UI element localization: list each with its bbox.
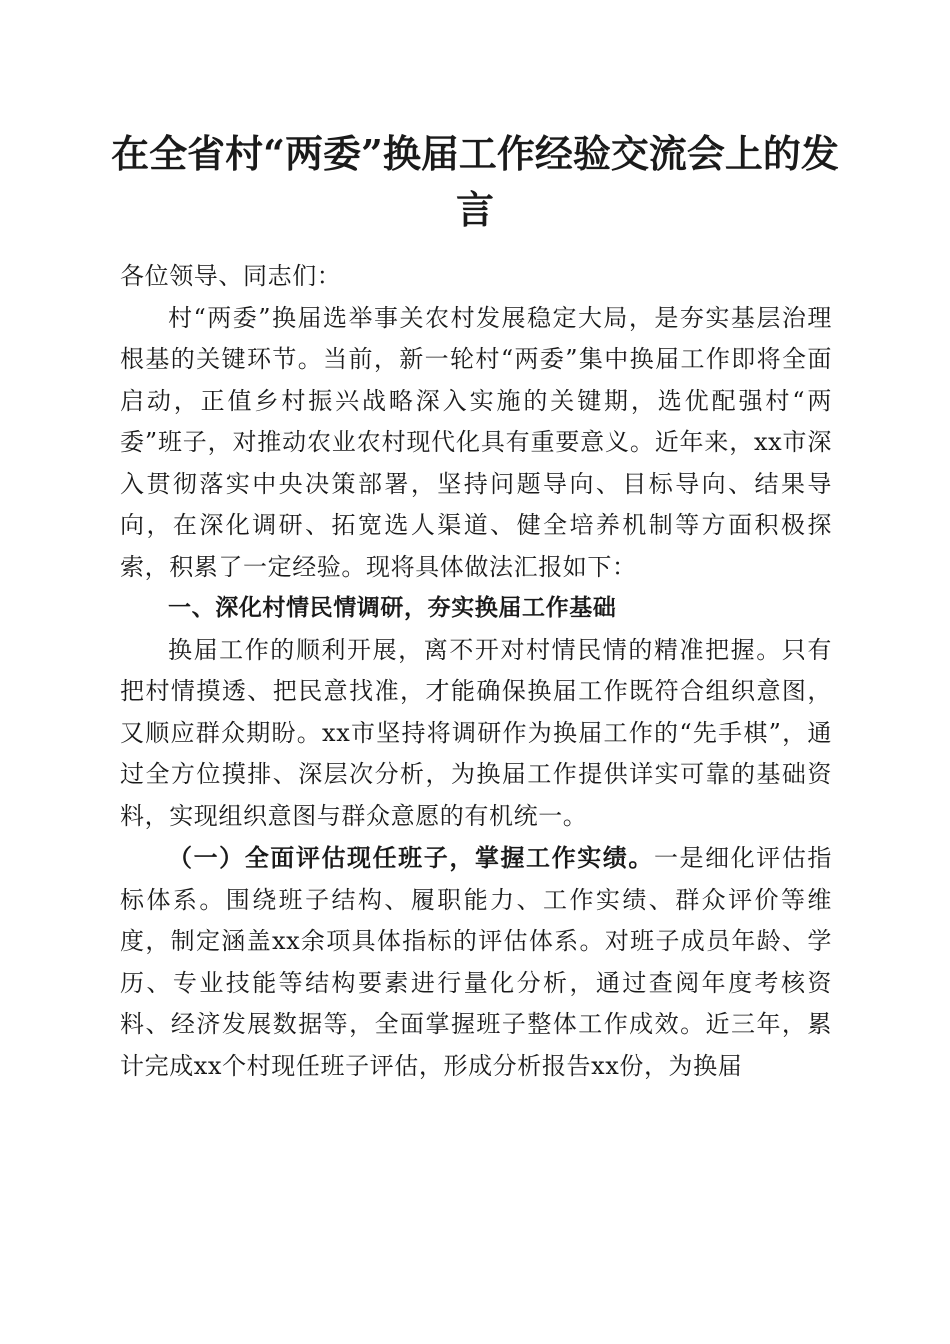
section-1-paragraph: 换届工作的顺利开展，离不开对村情民情的精准把握。只有把村情摸透、把民意找准，才能确保换届工作既符合组织意图，又顺应群众期盼。xx市坚持将调研作为换届工作的“先手棋”，通过全方位摸排、深层次分析，为换届工作提供详实可靠的基础资料，实现组织意图与群众意愿的有机统一。: [120, 635, 832, 830]
document-body: [120, 256, 832, 1087]
document-title: 在全省村“两委”换届工作经验交流会上的发言: [111, 131, 839, 232]
subsection-1-paragraph: [120, 837, 832, 1087]
intro-paragraph: 村“两委”换届选举事关农村发展稳定大局，是夯实基层治理根基的关键环节。当前，新一轮村“两委”集中换届工作即将全面启动，正值乡村振兴战略深入实施的关键期，选优配强村“两委”班子，对推动农业农村现代化具有重要意义。近年来，xx市深入贯彻落实中央决策部署，坚持问题导向、目标导向、结果导向，在深化调研、拓宽选人渠道、健全培养机制等方面积极探索，积累了一定经验。现将具体做法汇报如下：: [120, 303, 832, 581]
section-heading-1: 一、深化村情民情调研，夯实换届工作基础: [168, 595, 617, 621]
subsection-1-text: 一是细化评估指标体系。围绕班子结构、履职能力、工作实绩、群众评价等维度，制定涵盖xx余项具体指标的评估体系。对班子成员年龄、学历、专业技能等结构要素进行量化分析，通过查阅年度考核资料、经济发展数据等，全面掌握班子整体工作成效。近三年，累计完成xx个村现任班子评估，形成分析报告xx份，为换届: [120, 844, 832, 1080]
salutation: 各位领导、同志们：: [120, 262, 342, 290]
subsection-1-lead: （一）全面评估现任班子，掌握工作实绩。: [168, 843, 654, 872]
